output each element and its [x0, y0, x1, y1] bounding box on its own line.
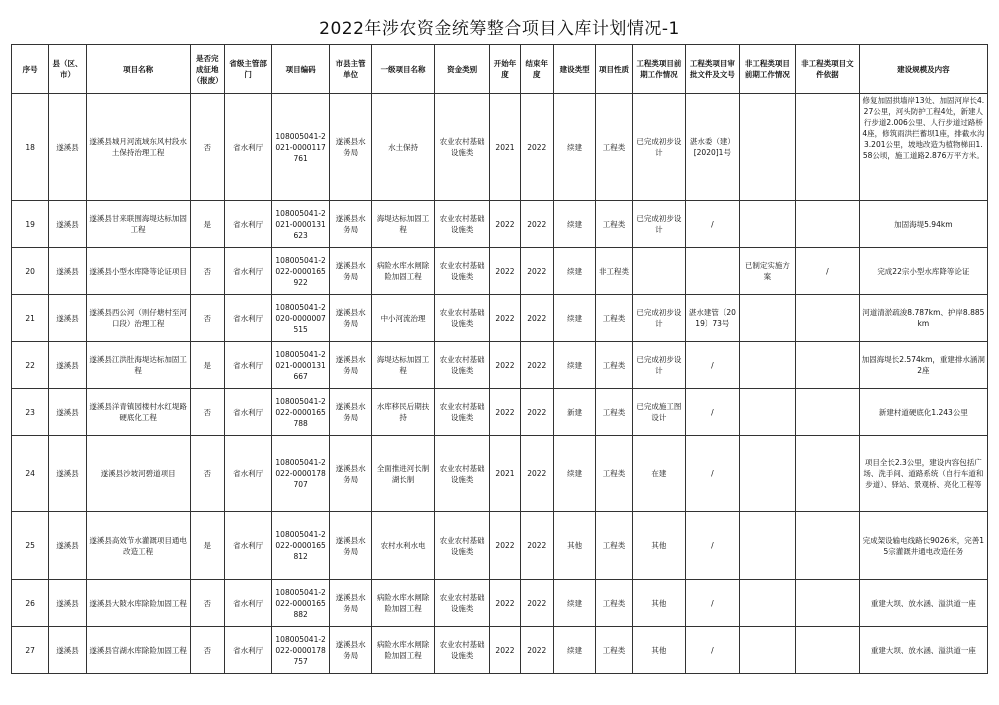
col-start-header: 开始年度 — [490, 45, 520, 94]
start-year-cell: 2021 — [490, 94, 520, 201]
project-name-cell: 遂溪县甘来联围海堤达标加固工程 — [86, 201, 190, 248]
project-name-cell: 遂溪县江洪肚海堤达标加固工程 — [86, 342, 190, 389]
col-no-header: 序号 — [12, 45, 49, 94]
county-cell: 遂溪县 — [49, 436, 86, 512]
project-name-cell: 遂溪县高效节水灌溉项目通电改造工程 — [86, 512, 190, 580]
col-project-name-header: 项目名称 — [86, 45, 190, 94]
land-status-cell: 否 — [190, 94, 224, 201]
col-county-header: 县（区、市） — [49, 45, 86, 94]
fund-type-cell: 农业农村基础设施类 — [434, 580, 490, 627]
start-year-cell: 2022 — [490, 342, 520, 389]
nature-cell: 工程类 — [596, 201, 632, 248]
eng-prep-cell: 已完成初步设计 — [632, 94, 685, 201]
col-scope-header: 建设规模及内容 — [859, 45, 987, 94]
fund-type-cell: 农业农村基础设施类 — [434, 201, 490, 248]
col-level1-header: 一级项目名称 — [372, 45, 435, 94]
level1-project-cell: 农村水利水电 — [372, 512, 435, 580]
row-number: 26 — [12, 580, 49, 627]
row-number: 24 — [12, 436, 49, 512]
project-name-cell: 遂溪县洋青镇园楼村水红堤路硬底化工程 — [86, 389, 190, 436]
table-row — [12, 627, 988, 674]
noneng-doc-cell — [796, 94, 860, 201]
fund-type-cell: 农业农村基础设施类 — [434, 342, 490, 389]
level1-project-cell: 病险水库水闸除险加固工程 — [372, 248, 435, 295]
build-type-cell: 续建 — [553, 580, 595, 627]
land-status-cell: 否 — [190, 295, 224, 342]
end-year-cell: 2022 — [520, 248, 553, 295]
start-year-cell: 2022 — [490, 512, 520, 580]
build-type-cell: 续建 — [553, 436, 595, 512]
build-type-cell: 新建 — [553, 389, 595, 436]
unit-cell: 遂溪县水务局 — [329, 248, 371, 295]
end-year-cell: 2022 — [520, 436, 553, 512]
nature-cell: 非工程类 — [596, 248, 632, 295]
page-title: 2022年涉农资金统筹整合项目入库计划情况-1 — [319, 19, 680, 39]
noneng-prep-cell — [739, 580, 796, 627]
scope-cell: 完成架设输电线路长9026米，完善15宗灌溉井通电改造任务 — [859, 512, 987, 580]
row-number: 22 — [12, 342, 49, 389]
noneng-doc-cell — [796, 389, 860, 436]
col-code-header: 项目编码 — [272, 45, 330, 94]
project-name-cell: 遂溪县城月河流域东风村段水土保持治理工程 — [86, 94, 190, 201]
dept-cell: 省水利厅 — [224, 295, 271, 342]
table-row — [12, 580, 988, 627]
col-noneng-doc-header: 非工程类项目文件依据 — [796, 45, 860, 94]
fund-type-cell: 农业农村基础设施类 — [434, 512, 490, 580]
noneng-prep-cell — [739, 342, 796, 389]
nature-cell: 工程类 — [596, 627, 632, 674]
start-year-cell: 2022 — [490, 201, 520, 248]
table-row — [12, 201, 988, 248]
level1-project-cell: 病险水库水闸除险加固工程 — [372, 627, 435, 674]
col-nature-header: 项目性质 — [596, 45, 632, 94]
table-row — [12, 295, 988, 342]
scope-cell: 重建大坝、放水涵、溢洪道一座 — [859, 580, 987, 627]
eng-prep-cell: 已完成初步设计 — [632, 342, 685, 389]
level1-project-cell: 水土保持 — [372, 94, 435, 201]
eng-prep-cell: 在建 — [632, 436, 685, 512]
level1-project-cell: 病险水库水闸除险加固工程 — [372, 580, 435, 627]
eng-doc-cell: / — [686, 627, 739, 674]
start-year-cell: 2022 — [490, 248, 520, 295]
county-cell: 遂溪县 — [49, 342, 86, 389]
dept-cell: 省水利厅 — [224, 512, 271, 580]
nature-cell: 工程类 — [596, 512, 632, 580]
eng-doc-cell — [686, 248, 739, 295]
unit-cell: 遂溪县水务局 — [329, 436, 371, 512]
noneng-prep-cell — [739, 94, 796, 201]
eng-prep-cell: 其他 — [632, 512, 685, 580]
scope-cell: 完成22宗小型水库降等论证 — [859, 248, 987, 295]
row-number: 25 — [12, 512, 49, 580]
land-status-cell: 是 — [190, 512, 224, 580]
project-name-cell: 遂溪县小型水库降等论证项目 — [86, 248, 190, 295]
col-land-header: 是否完成征地（报废） — [190, 45, 224, 94]
table-row — [12, 436, 988, 512]
nature-cell: 工程类 — [596, 436, 632, 512]
noneng-doc-cell: / — [796, 248, 860, 295]
eng-prep-cell — [632, 248, 685, 295]
start-year-cell: 2022 — [490, 295, 520, 342]
project-code-cell: 108005041-2021-0000117761 — [272, 94, 330, 201]
end-year-cell: 2022 — [520, 512, 553, 580]
noneng-doc-cell — [796, 512, 860, 580]
start-year-cell: 2022 — [490, 389, 520, 436]
land-status-cell: 否 — [190, 436, 224, 512]
project-code-cell: 108005041-2022-0000165922 — [272, 248, 330, 295]
col-build-type-header: 建设类型 — [553, 45, 595, 94]
unit-cell: 遂溪县水务局 — [329, 580, 371, 627]
land-status-cell: 否 — [190, 389, 224, 436]
eng-prep-cell: 其他 — [632, 580, 685, 627]
county-cell: 遂溪县 — [49, 580, 86, 627]
table-row — [12, 512, 988, 580]
project-code-cell: 108005041-2022-0000178707 — [272, 436, 330, 512]
dept-cell: 省水利厅 — [224, 436, 271, 512]
scope-cell: 新建村道硬底化1.243公里 — [859, 389, 987, 436]
project-name-cell: 遂溪县大陂水库除险加固工程 — [86, 580, 190, 627]
build-type-cell: 续建 — [553, 342, 595, 389]
eng-doc-cell: / — [686, 580, 739, 627]
level1-project-cell: 水库移民后期扶持 — [372, 389, 435, 436]
start-year-cell: 2022 — [490, 627, 520, 674]
noneng-prep-cell — [739, 512, 796, 580]
eng-prep-cell: 已完成初步设计 — [632, 201, 685, 248]
col-dept-header: 省级主管部门 — [224, 45, 271, 94]
fund-type-cell: 农业农村基础设施类 — [434, 248, 490, 295]
noneng-prep-cell — [739, 627, 796, 674]
project-code-cell: 108005041-2022-0000165882 — [272, 580, 330, 627]
row-number: 18 — [12, 94, 49, 201]
noneng-doc-cell — [796, 627, 860, 674]
build-type-cell: 续建 — [553, 295, 595, 342]
nature-cell: 工程类 — [596, 342, 632, 389]
scope-cell: 重建大坝、放水涵、溢洪道一座 — [859, 627, 987, 674]
fund-type-cell: 农业农村基础设施类 — [434, 627, 490, 674]
col-eng-doc-header: 工程类项目审批文件及文号 — [686, 45, 739, 94]
level1-project-cell: 海堤达标加固工程 — [372, 342, 435, 389]
table-row — [12, 389, 988, 436]
build-type-cell: 续建 — [553, 248, 595, 295]
unit-cell: 遂溪县水务局 — [329, 342, 371, 389]
col-unit-header: 市县主管单位 — [329, 45, 371, 94]
nature-cell: 工程类 — [596, 295, 632, 342]
land-status-cell: 是 — [190, 201, 224, 248]
noneng-prep-cell — [739, 436, 796, 512]
county-cell: 遂溪县 — [49, 295, 86, 342]
eng-doc-cell: 湛水委（建）[2020]1号 — [686, 94, 739, 201]
fund-type-cell: 农业农村基础设施类 — [434, 389, 490, 436]
eng-doc-cell: 湛水建管〔2019〕73号 — [686, 295, 739, 342]
noneng-prep-cell — [739, 389, 796, 436]
unit-cell: 遂溪县水务局 — [329, 201, 371, 248]
col-end-header: 结束年度 — [520, 45, 553, 94]
eng-prep-cell: 已完成施工图设计 — [632, 389, 685, 436]
noneng-doc-cell — [796, 201, 860, 248]
project-name-cell: 遂溪县官湖水库除险加固工程 — [86, 627, 190, 674]
end-year-cell: 2022 — [520, 295, 553, 342]
land-status-cell: 否 — [190, 248, 224, 295]
level1-project-cell: 中小河流治理 — [372, 295, 435, 342]
fund-type-cell: 农业农村基础设施类 — [434, 94, 490, 201]
end-year-cell: 2022 — [520, 627, 553, 674]
noneng-prep-cell — [739, 201, 796, 248]
col-fund-header: 资金类别 — [434, 45, 490, 94]
project-code-cell: 108005041-2022-0000165788 — [272, 389, 330, 436]
eng-doc-cell: / — [686, 436, 739, 512]
noneng-doc-cell — [796, 342, 860, 389]
build-type-cell: 续建 — [553, 94, 595, 201]
unit-cell: 遂溪县水务局 — [329, 295, 371, 342]
row-number: 19 — [12, 201, 49, 248]
noneng-prep-cell: 已制定实施方案 — [739, 248, 796, 295]
noneng-doc-cell — [796, 580, 860, 627]
county-cell: 遂溪县 — [49, 94, 86, 201]
eng-prep-cell: 已完成初步设计 — [632, 295, 685, 342]
level1-project-cell: 全面推进河长制湖长制 — [372, 436, 435, 512]
project-code-cell: 108005041-2022-0000178757 — [272, 627, 330, 674]
dept-cell: 省水利厅 — [224, 389, 271, 436]
eng-doc-cell: / — [686, 512, 739, 580]
unit-cell: 遂溪县水务局 — [329, 512, 371, 580]
county-cell: 遂溪县 — [49, 512, 86, 580]
row-number: 23 — [12, 389, 49, 436]
table-row — [12, 342, 988, 389]
project-name-cell: 遂溪县西公河（则仔塘村至河口段）治理工程 — [86, 295, 190, 342]
unit-cell: 遂溪县水务局 — [329, 627, 371, 674]
end-year-cell: 2022 — [520, 389, 553, 436]
start-year-cell: 2021 — [490, 436, 520, 512]
nature-cell: 工程类 — [596, 94, 632, 201]
unit-cell: 遂溪县水务局 — [329, 389, 371, 436]
scope-cell: 河道清淤疏浚8.787km、护岸8.885km — [859, 295, 987, 342]
row-number: 27 — [12, 627, 49, 674]
col-eng-prep-header: 工程类项目前期工作情况 — [632, 45, 685, 94]
project-code-cell: 108005041-2021-0000131667 — [272, 342, 330, 389]
dept-cell: 省水利厅 — [224, 580, 271, 627]
project-code-cell: 108005041-2020-0000007515 — [272, 295, 330, 342]
fund-type-cell: 农业农村基础设施类 — [434, 436, 490, 512]
eng-doc-cell: / — [686, 389, 739, 436]
start-year-cell: 2022 — [490, 580, 520, 627]
county-cell: 遂溪县 — [49, 201, 86, 248]
county-cell: 遂溪县 — [49, 389, 86, 436]
project-table — [11, 44, 988, 674]
table-body — [12, 94, 988, 674]
noneng-doc-cell — [796, 436, 860, 512]
dept-cell: 省水利厅 — [224, 248, 271, 295]
nature-cell: 工程类 — [596, 389, 632, 436]
scope-text: 修复加固拱墙岸13处、加固河岸长4.27公里，河头防护工程4处，新建人行步道2.006公里、人行步道过路桥4座，修筑雨洪拦蓄坝1座，排截水沟3.201公里，坡地改造为植物梯田1.58公顷，施工道路2.876万平方米。 — [862, 96, 985, 160]
end-year-cell: 2022 — [520, 342, 553, 389]
table-row — [12, 248, 988, 295]
end-year-cell: 2022 — [520, 94, 553, 201]
build-type-cell: 续建 — [553, 201, 595, 248]
dept-cell: 省水利厅 — [224, 342, 271, 389]
table-row — [12, 94, 988, 201]
county-cell: 遂溪县 — [49, 627, 86, 674]
row-number: 20 — [12, 248, 49, 295]
land-status-cell: 否 — [190, 580, 224, 627]
table-header — [12, 45, 988, 94]
row-number: 21 — [12, 295, 49, 342]
eng-prep-cell: 其他 — [632, 627, 685, 674]
dept-cell: 省水利厅 — [224, 94, 271, 201]
noneng-doc-cell — [796, 295, 860, 342]
level1-project-cell: 海堤达标加固工程 — [372, 201, 435, 248]
scope-cell — [859, 94, 987, 201]
nature-cell: 工程类 — [596, 580, 632, 627]
build-type-cell: 其他 — [553, 512, 595, 580]
project-name-cell: 遂溪县沙坡河碧道项目 — [86, 436, 190, 512]
scope-cell: 项目全长2.3公里，建设内容包括广场、洗手间、道路系统（自行车道和步道）、驿站、景观桥、亮化工程等 — [859, 436, 987, 512]
scope-cell: 加固海堤长2.574km，重建排水涵洞2座 — [859, 342, 987, 389]
project-code-cell: 108005041-2021-0000131623 — [272, 201, 330, 248]
eng-doc-cell: / — [686, 342, 739, 389]
noneng-prep-cell — [739, 295, 796, 342]
county-cell: 遂溪县 — [49, 248, 86, 295]
project-code-cell: 108005041-2022-0000165812 — [272, 512, 330, 580]
fund-type-cell: 农业农村基础设施类 — [434, 295, 490, 342]
scope-cell: 加固海堤5.94km — [859, 201, 987, 248]
end-year-cell: 2022 — [520, 201, 553, 248]
col-noneng-prep-header: 非工程类项目前期工作情况 — [739, 45, 796, 94]
land-status-cell: 是 — [190, 342, 224, 389]
dept-cell: 省水利厅 — [224, 627, 271, 674]
unit-cell: 遂溪县水务局 — [329, 94, 371, 201]
build-type-cell: 续建 — [553, 627, 595, 674]
dept-cell: 省水利厅 — [224, 201, 271, 248]
eng-doc-cell: / — [686, 201, 739, 248]
land-status-cell: 否 — [190, 627, 224, 674]
end-year-cell: 2022 — [520, 580, 553, 627]
